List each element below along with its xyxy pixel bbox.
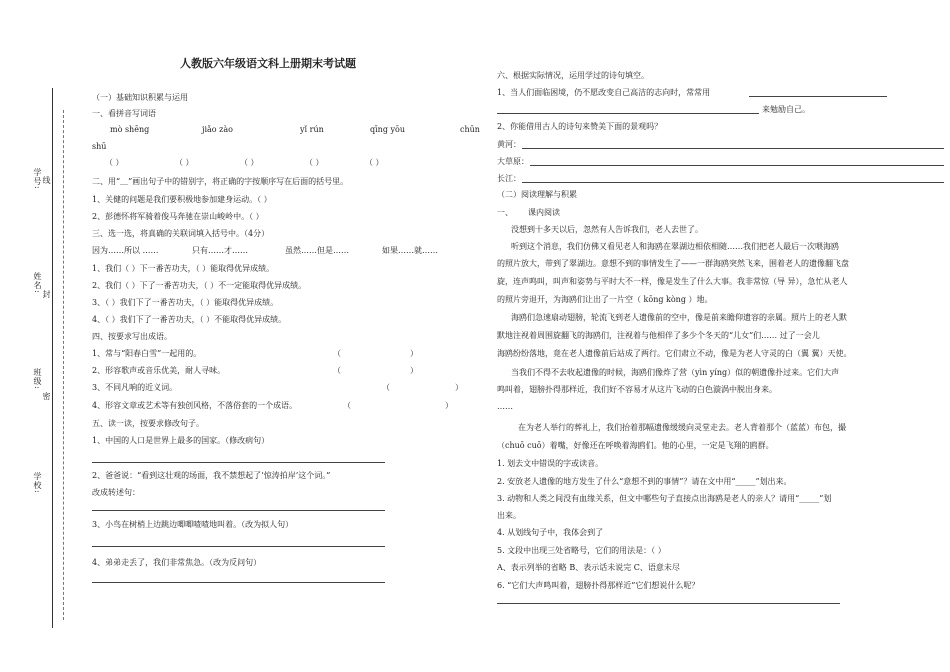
q3-item-1: 1、我们（ ）下一番苦功夫，（ ）能取得优异成绩。 bbox=[92, 264, 275, 273]
q4-item-4-close: ） bbox=[445, 401, 453, 410]
passage-para2-line3: 旋，连声鸣叫，叫声和姿势与平时大不一样，像是发生了什么大事。我非常惊（导 异），急忙从老人 bbox=[497, 277, 848, 286]
q5-2-label: 改成转述句： bbox=[92, 488, 140, 497]
reading-question-3: 3. 动物和人类之间没有血缘关系，但文中哪些句子直接点出海鸥是老人的亲人？请用“_____”划 bbox=[497, 494, 832, 503]
q2-item-1: 1、关健的问题是我们要积极地参加建身运动。（ ） bbox=[92, 195, 272, 204]
q4-item-3: 3、不同凡响的近义词。 bbox=[92, 383, 178, 392]
pinyin-answer-box-5[interactable]: （ ） bbox=[365, 158, 384, 167]
name-label: 姓名: bbox=[33, 272, 42, 294]
passage-para4-line2: 鸣叫着，翅膀扑得那样近，我们好不容易才从这片飞动的白色漩涡中脱出身来。 bbox=[497, 385, 777, 394]
pinyin-4: qīng yōu bbox=[370, 125, 405, 134]
binding-margin-line bbox=[52, 88, 53, 628]
q6-1-answer-line-b[interactable] bbox=[497, 113, 759, 114]
q5-1-answer-line[interactable] bbox=[92, 462, 385, 463]
q4-item-2-close: ） bbox=[410, 366, 418, 375]
reading-number: 一、 bbox=[497, 208, 513, 217]
reading-title: 课内阅读 bbox=[528, 208, 560, 217]
seal-char-line: 线 bbox=[42, 176, 51, 185]
q4-item-3-open[interactable]: （ bbox=[382, 383, 390, 392]
pinyin-answer-box-4[interactable]: （ ） bbox=[305, 158, 324, 167]
q4-item-2: 2、形容歌声或音乐优美，耐人寻味。 bbox=[92, 366, 226, 375]
passage-para5-line2: （chuō cuō）着嘴，好像还在呼唤着海鸥们。他的心里，一定是飞翔的鸥群。 bbox=[497, 441, 774, 450]
pinyin-5: chūn bbox=[460, 125, 480, 134]
reading-question-6-answer-line[interactable] bbox=[497, 603, 840, 604]
q3-option-3: 虽然……但是…… bbox=[285, 246, 349, 255]
exam-title: 人教版六年级语文科上册期末考试题 bbox=[180, 57, 356, 70]
class-label: 班级: bbox=[33, 368, 42, 390]
q5-1: 1、中国的人口是世界上最多的国家。（修改病句） bbox=[92, 436, 270, 445]
passage-para1: 没想到十多天以后，忽然有人告诉我们，老人去世了。 bbox=[511, 225, 703, 234]
q5-2: 2、爸爸说：“看到这壮观的场面，我不禁想起了‘惊涛拍岸’这个词。” bbox=[92, 471, 331, 480]
pinyin-answer-box-3[interactable]: （ ） bbox=[240, 158, 259, 167]
q3-option-2: 只有……才…… bbox=[192, 246, 248, 255]
pinyin-2: jiǎo zào bbox=[202, 125, 233, 134]
pinyin-1: mò shēng bbox=[110, 125, 150, 134]
section1-heading: （一）基础知识积累与运用 bbox=[92, 93, 188, 102]
q6-place-grassland: 大草原： bbox=[497, 157, 529, 166]
q3-item-2: 2、我们（ ）下了一番苦功夫，（ ）不一定能取得优异成绩。 bbox=[92, 281, 307, 290]
q6-place-huanghe: 黄河： bbox=[497, 140, 521, 149]
q2-item-2: 2、彭德怀将军骑着俊马奔驰在崇山峻岭中。（ ） bbox=[92, 212, 264, 221]
q6-title: 六、根据实际情况，运用学过的诗句填空。 bbox=[497, 71, 649, 80]
pinyin-3: yǐ rún bbox=[300, 125, 324, 134]
q4-item-1: 1、常与“阳春白雪”一起用的。 bbox=[92, 349, 202, 358]
q6-1-answer-line-a[interactable] bbox=[749, 96, 887, 97]
q3-option-1: 因为……所以 …… bbox=[92, 246, 159, 255]
q3-option-4: 如果……就…… bbox=[382, 246, 438, 255]
seal-char-feng: 封 bbox=[42, 290, 51, 299]
q5-3-answer-line[interactable] bbox=[92, 546, 385, 547]
q4-title: 四、按要求写出成语。 bbox=[92, 332, 172, 341]
passage-para4-line1: 当我们不得不去收起遗像的时候，海鸥们像炸了营（yìn yíng）似的朝遗像扑过来。它们大声 bbox=[511, 368, 840, 377]
reading-question-5-options: A、表示列举的省略 B、表示话未说完 C、语意未尽 bbox=[497, 563, 680, 572]
q6-place-changjiang: 长江： bbox=[497, 174, 521, 183]
q4-item-4-open[interactable]: （ bbox=[343, 401, 351, 410]
q6-huanghe-line[interactable] bbox=[522, 148, 944, 149]
q4-item-1-close: ） bbox=[410, 349, 418, 358]
q4-item-1-open[interactable]: （ bbox=[333, 349, 341, 358]
q4-item-4: 4、形容文章或艺术等有独创风格，不落俗套的一个成语。 bbox=[92, 401, 298, 410]
q4-item-3-close: ） bbox=[455, 383, 463, 392]
q5-2-answer-line[interactable] bbox=[92, 510, 385, 511]
q5-4-answer-line[interactable] bbox=[92, 582, 385, 583]
reading-question-4: 4. 从划线句子中，我体会到了 bbox=[497, 528, 604, 537]
binding-dash-line bbox=[63, 110, 64, 620]
passage-para3-line2: 默地注视着周围旋翻飞的海鸥们，注视着与他相伴了多少个冬天的“儿女”们…… 过了一会儿 bbox=[497, 331, 820, 340]
q5-4: 4、弟弟走丢了，我们非常焦急。（改为反问句） bbox=[92, 558, 262, 567]
q6-changjiang-line[interactable] bbox=[522, 182, 944, 183]
q6-2-text: 2、你能借用古人的诗句来赞美下面的景观吗？ bbox=[497, 122, 663, 131]
q6-1-text: 1、当人们面临困境，仍不愿改变自己高洁的志向时，常常用 bbox=[497, 88, 711, 97]
school-label: 学校: bbox=[33, 472, 42, 494]
q6-grassland-line[interactable] bbox=[530, 165, 944, 166]
section2-heading: （二）阅读理解与积累 bbox=[497, 190, 577, 199]
q5-3: 3、小鸟在树梢上边跳边唧唧喳喳地叫着。（改为拟人句） bbox=[92, 520, 294, 529]
reading-question-5: 5. 文段中出现三处省略号，它们的用法是：（ ） bbox=[497, 546, 666, 555]
reading-question-1: 1. 划去文中错误的字或读音。 bbox=[497, 459, 604, 468]
passage-para3-line3: 海鸥纷纷落地，竟在老人遗像前后站成了两行。它们肃立不动，像是为老人守灵的白（翼 翼）天使。 bbox=[497, 349, 852, 358]
q6-1-tail: 来勉励自己。 bbox=[762, 105, 810, 114]
q4-item-2-open[interactable]: （ bbox=[333, 366, 341, 375]
seal-char-mi: 密 bbox=[42, 392, 51, 401]
q2-title: 二、用“＿”画出句子中的错别字，将正确的字按顺序写在后面的括号里。 bbox=[92, 177, 349, 186]
passage-para2-line2: 的照片放大，带到了翠湖边。意想不到的事情发生了——一群海鸥突然飞来，围着老人的遗像翻飞盘 bbox=[497, 259, 849, 268]
passage-para2-line4: 的照片旁退开，为海鸥们让出了一片空（ kōng kòng ）地。 bbox=[497, 295, 713, 304]
q3-item-4: 4、（ ）我们下了一番苦功夫，（ ）不能取得优异成绩。 bbox=[92, 315, 287, 324]
q1-title: 一、看拼音写词语 bbox=[92, 109, 156, 118]
student-number-label: 学号: bbox=[33, 168, 42, 190]
q3-item-3: 3、（ ）我们下了一番苦功夫，（ ）能取得优异成绩。 bbox=[92, 298, 279, 307]
reading-question-6: 6. “它们大声鸣叫着，翅膀扑得那样近”它们想说什么呢？ bbox=[497, 581, 700, 590]
reading-question-2: 2. 安放老人遗像的地方发生了什么“意想不到的事情”？请在文中用“_____”划出来。 bbox=[497, 477, 792, 486]
passage-para2-line1: 听到这个消息，我们仿佛又看见老人和海鸥在翠湖边相依相随……我们把老人最后一次喂海鸥 bbox=[511, 242, 839, 251]
passage-para5-line1: 在为老人举行的葬礼上，我们抬着那幅遗像缓缓向灵堂走去。老人背着那个（蓝蓝）布包，撮 bbox=[518, 423, 846, 432]
pinyin-answer-box-2[interactable]: （ ） bbox=[175, 158, 194, 167]
reading-question-3-wrap: 出来。 bbox=[497, 511, 521, 520]
passage-ellipsis: …… bbox=[497, 402, 513, 411]
pinyin-answer-box-1[interactable]: （ ） bbox=[105, 158, 124, 167]
q5-title: 五、读一读，按要求修改句子。 bbox=[92, 419, 204, 428]
pinyin-wrap: shū bbox=[92, 142, 107, 151]
q3-title: 三、选一选，将真确的关联词填入括号中。（4分） bbox=[92, 229, 270, 238]
passage-para3-line1: 海鸥们急速扇动翅膀，轮流飞到老人遗像前的空中，像是前来瞻仰遗容的亲属。照片上的老人默 bbox=[511, 313, 847, 322]
